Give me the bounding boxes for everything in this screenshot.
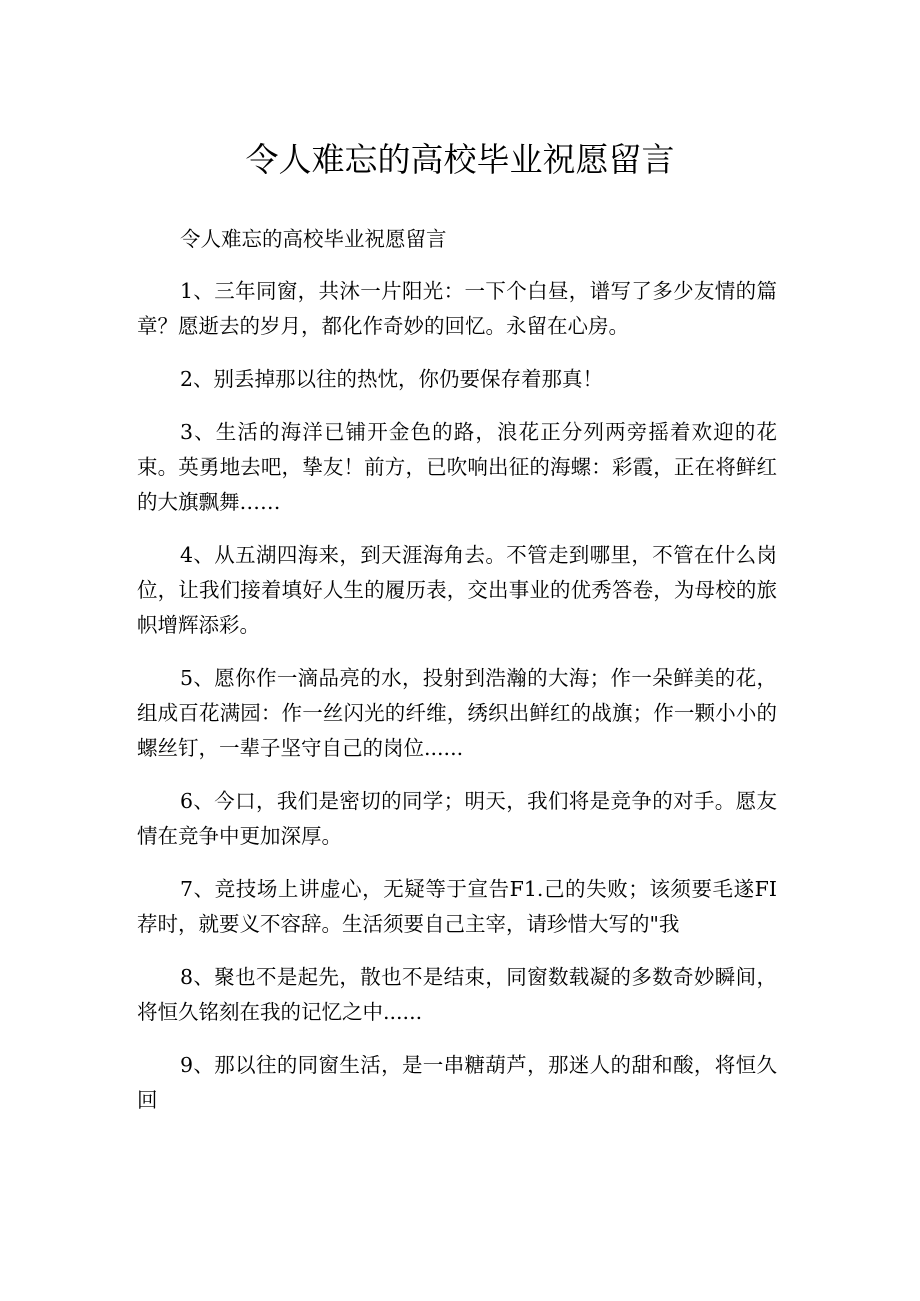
paragraph-2: 2、别丢掉那以往的热忱，你仍要保存着那真！	[180, 367, 604, 391]
paragraph-1: 1、三年同窗，共沐一片阳光：一下个白昼，谱写了多少友情的篇章？愿逝去的岁月，都化作奇妙的回忆。永留在心房。	[137, 279, 777, 338]
paragraph-9: 9、那以往的同窗生活，是一串糖葫芦，那迷人的甜和酸，将恒久回	[137, 1053, 777, 1112]
paragraph-6: 6、今口，我们是密切的同学；明天，我们将是竞争的对手。愿友情在竞争中更加深厚。	[137, 789, 777, 848]
document-body	[137, 222, 777, 1136]
document-subtitle: 令人难忘的高校毕业祝愿留言	[180, 227, 447, 251]
document-title: 令人难忘的高校毕业祝愿留言	[245, 140, 675, 179]
paragraph-4: 4、从五湖四海来，到天涯海角去。不管走到哪里，不管在什么岗位，让我们接着填好人生的履历表，交出事业的优秀答卷，为母校的旅帜增辉添彩。	[137, 543, 777, 637]
paragraph-3: 3、生活的海洋已铺开金色的路，浪花正分列两旁摇着欢迎的花束。英勇地去吧，挚友！前方，已吹响出征的海螺：彩霞，正在将鲜红的大旗飘舞……	[137, 420, 777, 514]
paragraph-8: 8、聚也不是起先，散也不是结束，同窗数载凝的多数奇妙瞬间，将恒久铭刻在我的记忆之中......	[137, 965, 777, 1024]
paragraph-5: 5、愿你作一滴品亮的水，投射到浩瀚的大海；作一朵鲜美的花，组成百花满园：作一丝闪光的纤维，绣织出鲜红的战旗；作一颗小小的螺丝钉，一辈子坚守自己的岗位......	[137, 666, 777, 760]
paragraph-7: 7、竞技场上讲虚心，无疑等于宣告F1.己的失败；该须要毛遂FI荐时，就要义不容辞。生活须要自己主宰，请珍惜大写的"我	[137, 877, 777, 936]
